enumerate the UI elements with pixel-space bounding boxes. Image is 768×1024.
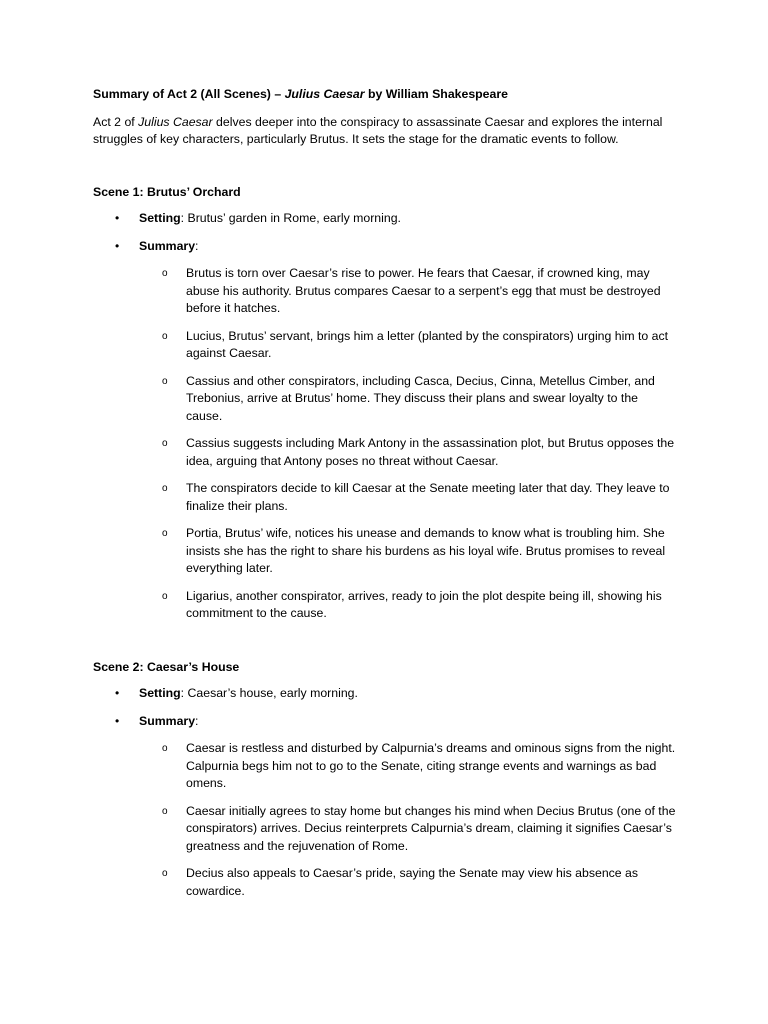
summary-colon: : <box>195 713 199 728</box>
summary-point <box>139 740 676 793</box>
setting-item <box>93 210 675 228</box>
scenes-container <box>93 184 675 901</box>
summary-point-list <box>139 740 675 900</box>
summary-point-text: Lucius, Brutus’ servant, brings him a letter (planted by the conspirators) urging him to act against Caesar. <box>186 328 669 360</box>
summary-point-text: Caesar is restless and disturbed by Calpurnia’s dreams and ominous signs from the night. Calpurnia begs him not to go to the Senate, citing strange events and warnings as bad omens. <box>186 741 676 790</box>
scene-section <box>93 184 675 623</box>
summary-point-text: Portia, Brutus’ wife, notices his unease and demands to know what is troubling him. She insists she has the right to share his burdens as his loyal wife. Brutus promises to reveal everything later. <box>186 526 666 575</box>
summary-point-text: The conspirators decide to kill Caesar at the Senate meeting later that day. They leave to finalize their plans. <box>186 481 670 513</box>
summary-point <box>139 373 676 426</box>
summary-point-text: Cassius suggests including Mark Antony in the assassination plot, but Brutus opposes the idea, arguing that Antony poses no threat without Caesar. <box>186 436 675 468</box>
sub-bullet-circle: o <box>162 590 168 602</box>
summary-label: Summary <box>139 713 196 728</box>
bullet-dot: • <box>115 686 120 700</box>
summary-point-text: Decius also appeals to Caesar’s pride, saying the Senate may view his absence as cowardice. <box>186 866 639 898</box>
sub-bullet-circle: o <box>162 483 168 494</box>
intro-paragraph <box>93 114 668 149</box>
summary-point <box>139 265 676 318</box>
document-title <box>93 86 675 104</box>
intro-lead: Act 2 of <box>93 114 139 129</box>
setting-label: Setting <box>139 686 181 700</box>
summary-point-text: Brutus is torn over Caesar’s rise to power. He fears that Caesar, if crowned king, may abuse his authority. Brutus compares Caesar to a serpent’s egg that must be destroyed before it hatches. <box>186 266 661 315</box>
summary-point-text: Ligarius, another conspirator, arrives, ready to join the plot despite being ill, showing his commitment to the cause. <box>186 588 662 620</box>
scene-bullet-list <box>93 210 675 623</box>
summary-point-text: Cassius and other conspirators, including Casca, Decius, Cinna, Metellus Cimber, and Trebonius, arrive at Brutus’ home. They discuss their plans and swear loyalty to the cause. <box>186 373 655 423</box>
scene-bullet-list <box>93 685 675 900</box>
summary-point <box>139 480 676 515</box>
setting-text: : Brutus’ garden in Rome, early morning. <box>180 211 401 225</box>
summary-item <box>93 713 675 901</box>
sub-bullet-circle: o <box>162 528 168 539</box>
title-suffix: by William Shakespeare <box>364 87 508 101</box>
summary-point-list <box>139 265 675 623</box>
summary-point-text: Caesar initially agrees to stay home but changes his mind when Decius Brutus (one of the conspirators) arrives. Decius reinterprets Calpurnia’s dream, claiming it signifies Caesar’s greatness and the rejuvenation of Rome. <box>186 803 676 853</box>
bullet-dot: • <box>115 211 120 225</box>
scene-section <box>93 659 675 901</box>
scene-heading: Scene 2: Caesar’s House <box>93 659 240 674</box>
summary-point <box>139 588 676 623</box>
summary-point <box>139 328 676 363</box>
setting-item <box>93 685 675 703</box>
intro-rest: delves deeper into the conspiracy to assassinate Caesar and explores the internal struggles of key characters, particularly Brutus. It sets the stage for the dramatic events to follow. <box>93 114 663 146</box>
title-play-name: Julius Caesar <box>284 87 365 101</box>
summary-point <box>139 435 676 470</box>
summary-point <box>139 865 676 900</box>
sub-bullet-circle: o <box>162 330 168 342</box>
summary-colon: : <box>195 238 199 253</box>
bullet-dot: • <box>115 713 120 728</box>
scene-heading: Scene 1: Brutus’ Orchard <box>93 184 241 199</box>
sub-bullet-circle: o <box>162 868 168 879</box>
setting-label: Setting <box>139 211 181 225</box>
sub-bullet-circle: o <box>162 743 168 754</box>
sub-bullet-circle: o <box>162 375 168 387</box>
summary-label: Summary <box>139 238 196 253</box>
title-prefix: Summary of Act 2 (All Scenes) – <box>93 87 285 101</box>
summary-point <box>139 803 676 856</box>
bullet-dot: • <box>115 238 120 253</box>
sub-bullet-circle: o <box>162 805 168 817</box>
intro-play-name: Julius Caesar <box>138 114 213 129</box>
summary-point <box>139 525 676 578</box>
sub-bullet-circle: o <box>162 268 168 279</box>
summary-item <box>93 238 675 623</box>
setting-text: : Caesar’s house, early morning. <box>180 686 358 700</box>
sub-bullet-circle: o <box>162 438 168 449</box>
